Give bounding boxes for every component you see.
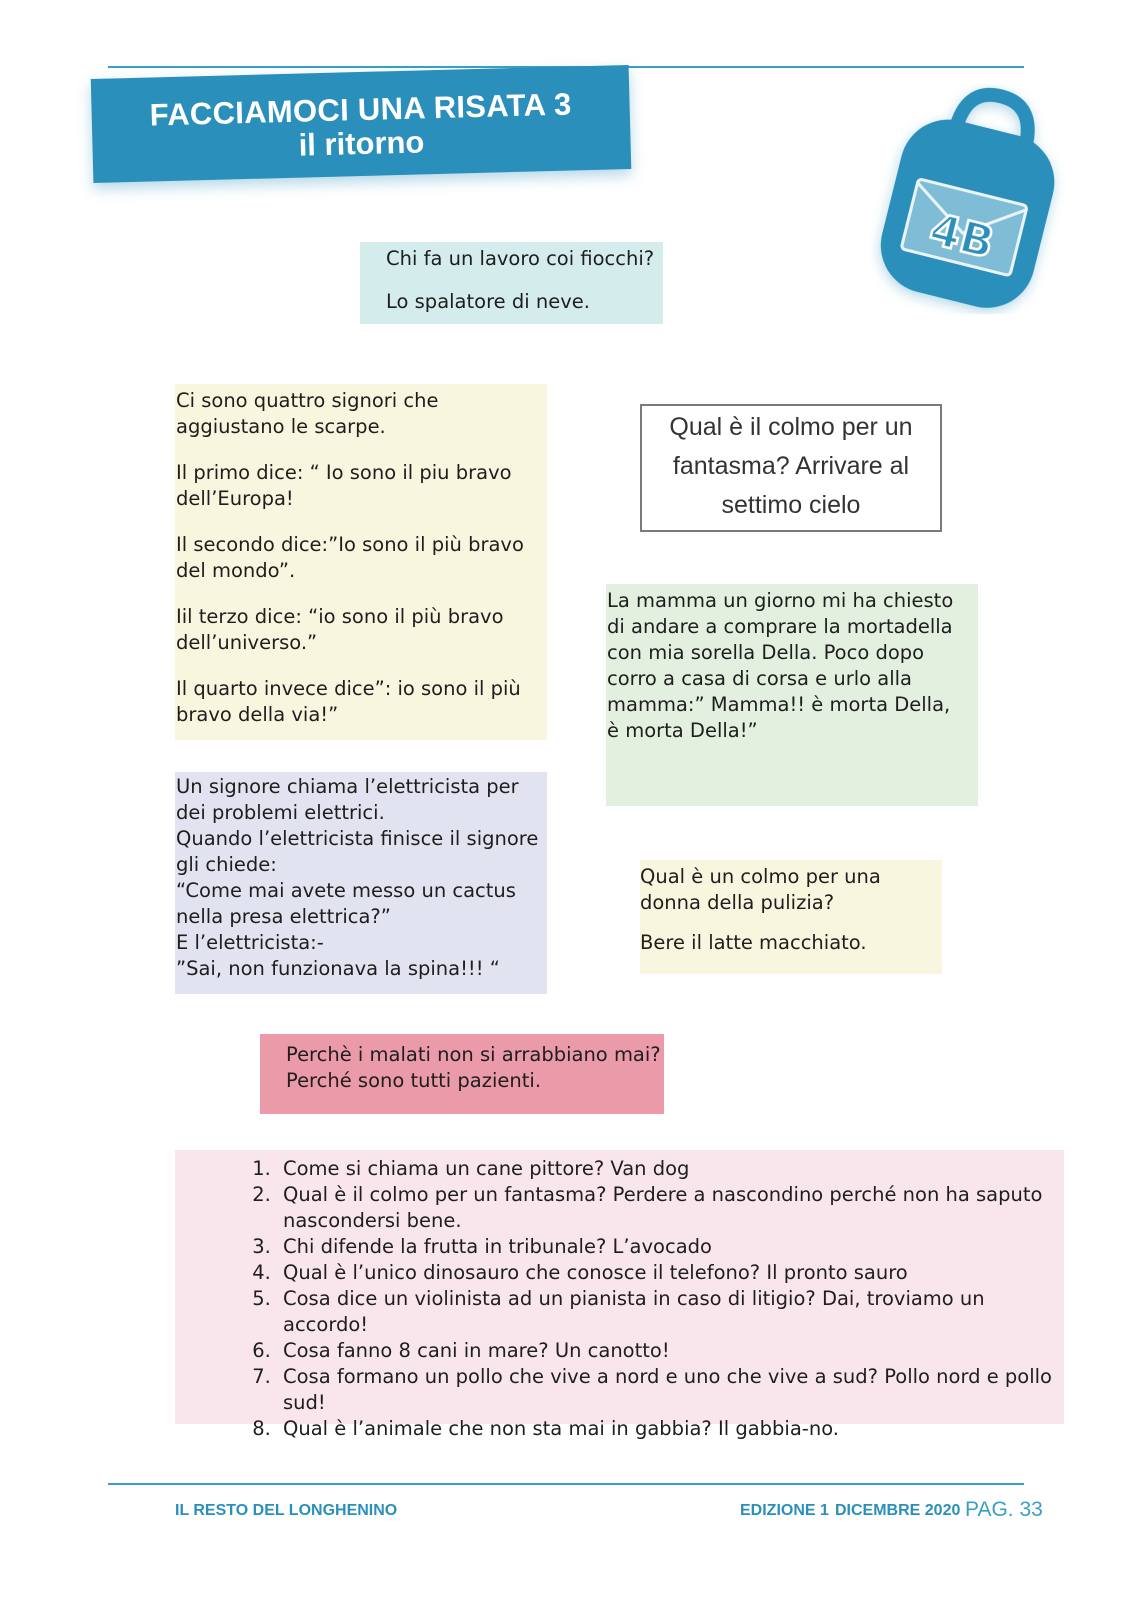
joke-line: Iil terzo dice: “io sono il più bravo dell’universo.” <box>176 605 504 654</box>
page-title: FACCIAMOCI UNA RISATA 3 <box>149 86 572 133</box>
bottom-rule <box>108 1483 1024 1485</box>
list-item: 7. Cosa formano un pollo che vive a nord e uno che vive a sud? Pollo nord e pollo sud! <box>277 1364 1064 1416</box>
page-number: PAG. 33 <box>965 1498 1043 1521</box>
joke-line: E l’elettricista:- <box>176 931 324 954</box>
joke-text: Qual è il colmo per un fantasma? Arrivare al settimo cielo <box>669 413 913 519</box>
joke-elettricista <box>175 772 547 994</box>
joke-question: Perchè i malati non si arrabbiano mai? <box>286 1043 661 1066</box>
joke-line: Il secondo dice:”Io sono il più bravo del mondo”. <box>176 533 524 582</box>
joke-line: ”Sai, non funzionava la spina!!! “ <box>176 957 500 980</box>
jokes-list-box <box>175 1150 1064 1440</box>
footer-edition: EDIZIONE 1 <box>740 1502 829 1519</box>
joke-line: Ci sono quattro signori che aggiustano le scarpe. <box>176 389 439 438</box>
joke-question: Chi fa un lavoro coi fiocchi? <box>386 247 655 270</box>
list-item: 3. Chi difende la frutta in tribunale? L’avocado <box>277 1234 1064 1260</box>
joke-scarpe <box>175 384 547 740</box>
backpack-icon <box>870 84 1070 314</box>
joke-pulizia <box>640 860 942 974</box>
footer-date: DICEMBRE 2020 <box>835 1502 961 1519</box>
list-item: 5. Cosa dice un violinista ad un pianista in caso di litigio? Dai, troviamo un accordo! <box>277 1286 1064 1338</box>
joke-line: Il quarto invece dice”: io sono il più bravo della via!” <box>176 677 521 726</box>
title-banner <box>91 65 632 183</box>
joke-line: “Come mai avete messo un cactus nella presa elettrica?” <box>176 879 516 928</box>
joke-mortadella <box>606 584 978 806</box>
jokes-list <box>175 1156 1064 1442</box>
joke-answer: Bere il latte macchiato. <box>640 931 867 954</box>
footer-publication: IL RESTO DEL LONGHENINO <box>175 1502 398 1519</box>
list-item: 1. Come si chiama un cane pittore? Van dog <box>277 1156 1064 1182</box>
joke-answer: Perché sono tutti pazienti. <box>286 1069 542 1092</box>
joke-fiocchi <box>360 242 663 324</box>
joke-line: Il primo dice: “ Io sono il piu bravo dell’Europa! <box>176 461 512 510</box>
joke-line: Quando l’elettricista finisce il signore gli chiede: <box>176 827 539 876</box>
list-item: 2. Qual è il colmo per un fantasma? Perdere a nascondino perché non ha saputo nascondersi bene. <box>277 1182 1064 1234</box>
list-item: 6. Cosa fanno 8 cani in mare? Un canotto! <box>277 1338 1064 1364</box>
joke-fantasma <box>640 404 942 532</box>
joke-answer: Lo spalatore di neve. <box>386 290 590 313</box>
joke-malati <box>260 1034 664 1114</box>
list-item: 4. Qual è l’unico dinosauro che conosce il telefono? Il pronto sauro <box>277 1260 1064 1286</box>
joke-text: La mamma un giorno mi ha chiesto di andare a comprare la mortadella con mia sorella Della. Poco dopo corro a casa di corsa e urlo alla mamma:” Mamma!! è morta Della, è morta Della!” <box>607 589 954 742</box>
class-badge: 4B <box>924 204 1000 270</box>
joke-question: Qual è un colmo per una donna della pulizia? <box>640 865 881 914</box>
list-item: 8. Qual è l’animale che non sta mai in gabbia? Il gabbia-no. <box>277 1416 1064 1442</box>
page-subtitle: il ritorno <box>298 124 425 163</box>
joke-line: Un signore chiama l’elettricista per dei problemi elettrici. <box>176 775 519 824</box>
